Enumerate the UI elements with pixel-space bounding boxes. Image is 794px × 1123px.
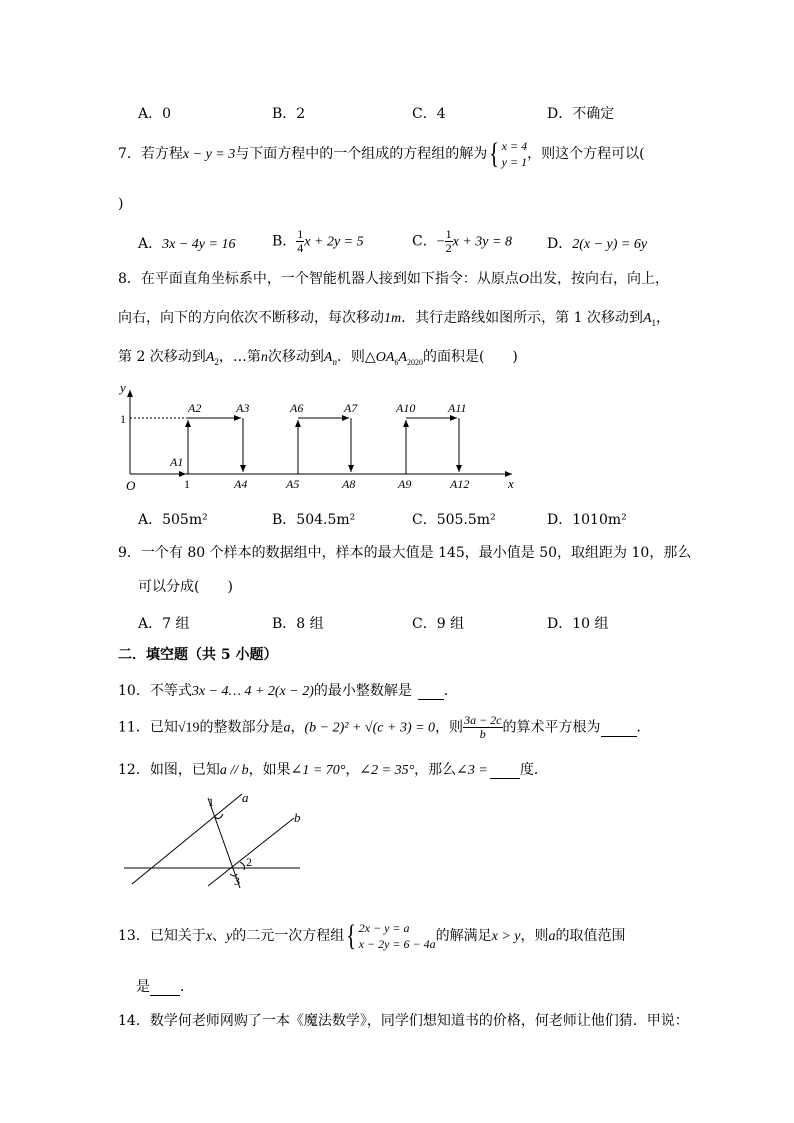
point-a10: A10 (396, 401, 416, 415)
point-a3: A3 (236, 401, 250, 415)
q6-option-b: B．2 (272, 106, 306, 122)
q11-answer-blank (601, 720, 637, 737)
q8-stem-line2: 向右，向下的方向依次不断移动，每次移动1m．其行走路线如图所示，第 1 次移动到$A_1$， (118, 310, 670, 328)
point-a7: A7 (344, 401, 358, 415)
label-a: a (242, 790, 249, 805)
label-b: b (294, 810, 301, 825)
q8-stem-line1: 8．在平面直角坐标系中，一个智能机器人接到如下指令：从原点O出发，按向右，向上， (118, 271, 670, 287)
x-axis-label: x (508, 476, 514, 491)
q9-option-d: D．10 组 (547, 616, 609, 632)
q7-stem-close: ) (118, 196, 124, 212)
q8-path-graph (110, 378, 530, 496)
q12-answer-blank (490, 762, 520, 779)
label-angle-3: 3 (234, 874, 240, 888)
point-a6: A6 (290, 401, 304, 415)
q7-option-b: B． $\frac{1}{4}$ x + 2y = 5 (272, 227, 364, 255)
point-a8: A8 (342, 477, 356, 491)
point-a5: A5 (286, 477, 300, 491)
q7-option-d: D．2(x − y) = 6y (547, 236, 648, 252)
q14-stem: 14．数学何老师网购了一本《魔法数学》，同学们想知道书的价格，何老师让他们猜．甲说： (118, 1013, 689, 1029)
q6-option-d: D．不确定 (547, 106, 615, 122)
q12-stem: 12．如图，已知a // b，如果∠1 = 70°，∠2 = 35°，那么∠3 = 度． (118, 762, 548, 778)
line-a (132, 794, 242, 884)
label-angle-1: 1 (208, 795, 214, 809)
q9-option-a: A．7 组 (138, 616, 190, 632)
point-a4: A4 (234, 477, 248, 491)
q10-answer-blank (418, 683, 444, 700)
q8-option-d: D．1010m² (547, 512, 627, 528)
y-axis-label: y (120, 380, 126, 395)
q13-answer-blank (150, 979, 180, 996)
q7-stem: 7．若方程x − y = 3与下面方程中的一个组成的方程组的解为{ x = 4 y = 1 ，则这个方程可以( (118, 137, 645, 170)
origin-label: O (126, 478, 136, 493)
q8-option-b: B．504.5m² (272, 512, 356, 528)
q8-option-c: C．505.5m² (412, 512, 496, 528)
point-a9: A9 (398, 477, 412, 491)
q13-equation-system: 2x − y = a x − 2y = 6 − 4a (358, 921, 436, 951)
q13-stem-line2: 是 ． (136, 979, 194, 995)
q7-option-c: C．− $\frac{1}{2}$ x + 3y = 8 (412, 227, 512, 255)
q12-parallel-lines-figure (120, 788, 310, 892)
point-a1: A1 (170, 455, 184, 469)
point-a12: A12 (450, 477, 470, 491)
q10-stem: 10．不等式3x − 4… 4 + 2(x − 2)的最小整数解是 ． (118, 683, 458, 699)
q6-option-c: C．4 (412, 106, 446, 122)
q9-stem-line2: 可以分成( ) (138, 579, 233, 595)
q7-solution-system: x = 4 y = 1 (501, 139, 528, 169)
point-a11: A11 (448, 401, 467, 415)
angle-2-arc (240, 862, 245, 870)
q8-stem-line3: 第 2 次移动到$A_2$，…第n次移动到$A_n$．则$\triangle OA_6A_{2020}$的面积是( ) (118, 349, 518, 367)
q8-option-a: A．505m² (138, 512, 208, 528)
label-angle-2: 2 (246, 855, 252, 869)
q9-option-b: B．8 组 (272, 616, 324, 632)
point-a2: A2 (188, 401, 202, 415)
q9-option-c: C．9 组 (412, 616, 465, 632)
x-tick-label: 1 (184, 477, 190, 491)
y-tick-label: 1 (120, 412, 126, 426)
q13-stem: 13．已知关于x、y的二元一次方程组{ 2x − y = a x − 2y = 6 − 4a 的解满足x > y，则a的取值范围 (118, 919, 626, 952)
section-title-fill-in: 二．填空题（共 5 小题） (118, 647, 278, 663)
q7-option-a: A．3x − 4y = 16 (138, 236, 236, 252)
q11-stem: 11．已知√19的整数部分是a，(b − 2)² + √(c + 3) = 0，则 $\frac{3a - 2c}{b}$ 的算术平方根为 ． (118, 713, 651, 741)
q6-option-a: A．0 (138, 106, 172, 122)
line-b (208, 818, 294, 886)
q9-stem-line1: 9．一个有 80 个样本的数据组中，样本的最大值是 145，最小值是 50，取组距为 10，那么 (118, 545, 692, 561)
